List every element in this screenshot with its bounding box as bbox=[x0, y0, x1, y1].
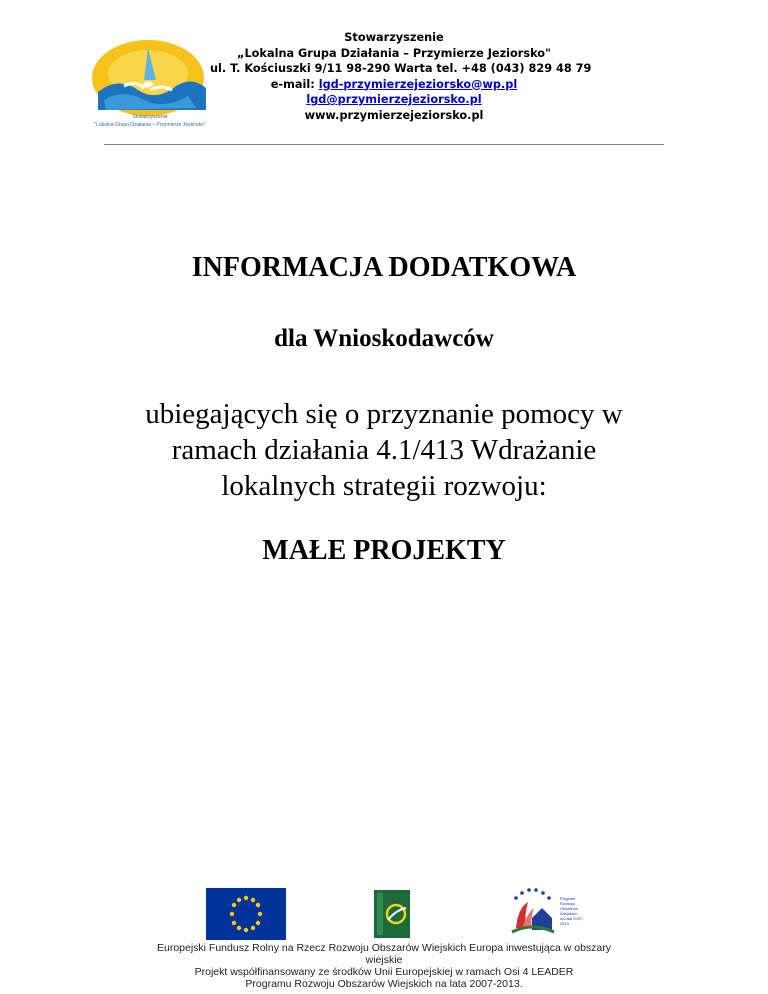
description-line3: lokalnych strategii rozwoju: bbox=[221, 470, 547, 502]
logo-caption-line1: Stowarzyszenie bbox=[132, 114, 168, 120]
email-line bbox=[210, 77, 578, 93]
description-line2: ramach działania 4.1/413 Wdrażanie bbox=[171, 434, 597, 466]
prow-text-line4: Wiejskich bbox=[560, 911, 577, 916]
prow-icon bbox=[508, 884, 588, 940]
organization-info bbox=[210, 30, 592, 123]
leader-icon bbox=[374, 890, 410, 938]
prow-text-line1: Program bbox=[560, 896, 576, 901]
document-description bbox=[0, 396, 768, 504]
org-name-line2: „Lokalna Grupa Działania – Przymierze Jeziorsko" bbox=[237, 46, 551, 60]
website: www.przymierzejeziorsko.pl bbox=[304, 108, 484, 122]
document-heading: MAŁE PROJEKTY bbox=[262, 535, 506, 566]
footer-text bbox=[0, 942, 768, 990]
footer-line3: Projekt współfinansowany ze środków Unii Europejskiej w ramach Osi 4 LEADER bbox=[194, 966, 574, 978]
org-address: ul. T. Kościuszki 9/11 98-290 Warta tel. +48 (043) 829 48 79 bbox=[210, 62, 592, 75]
description-line1: ubiegających się o przyznanie pomocy w bbox=[145, 398, 623, 430]
email-link-1[interactable]: lgd-przymierzejeziorsko@wp.pl bbox=[318, 77, 518, 91]
document-title: INFORMACJA DODATKOWA bbox=[191, 252, 577, 283]
footer-line2: wiejskie bbox=[365, 954, 403, 966]
email-link-2[interactable]: lgd@przymierzejeziorsko.pl bbox=[306, 93, 482, 106]
document-subtitle: dla Wnioskodawców bbox=[274, 325, 494, 352]
prow-text-line3: Obszarów bbox=[560, 906, 579, 911]
footer-line4: Programu Rozwoju Obszarów Wiejskich na lata 2007-2013. bbox=[245, 978, 523, 990]
email-line-2 bbox=[210, 92, 578, 108]
prow-text-line5: na lata 2007-2013 bbox=[560, 916, 584, 926]
prow-text bbox=[560, 896, 588, 926]
eu-flag-icon bbox=[206, 888, 286, 940]
header-divider bbox=[104, 144, 664, 145]
footer-line1: Europejski Fundusz Rolny na Rzecz Rozwoju Obszarów Wiejskich Europa inwestująca w obszary bbox=[156, 942, 612, 954]
org-name-line1: Stowarzyszenie bbox=[344, 31, 444, 44]
email-label: e-mail: bbox=[270, 77, 319, 91]
prow-text-line2: Rozwoju bbox=[560, 901, 576, 906]
logo-caption-line2: "Lokalna Grupa Działania – Przymierze Jeziorsko" bbox=[94, 122, 206, 128]
funding-logos bbox=[0, 884, 768, 940]
lgd-logo bbox=[84, 40, 216, 134]
letterhead bbox=[0, 0, 768, 150]
